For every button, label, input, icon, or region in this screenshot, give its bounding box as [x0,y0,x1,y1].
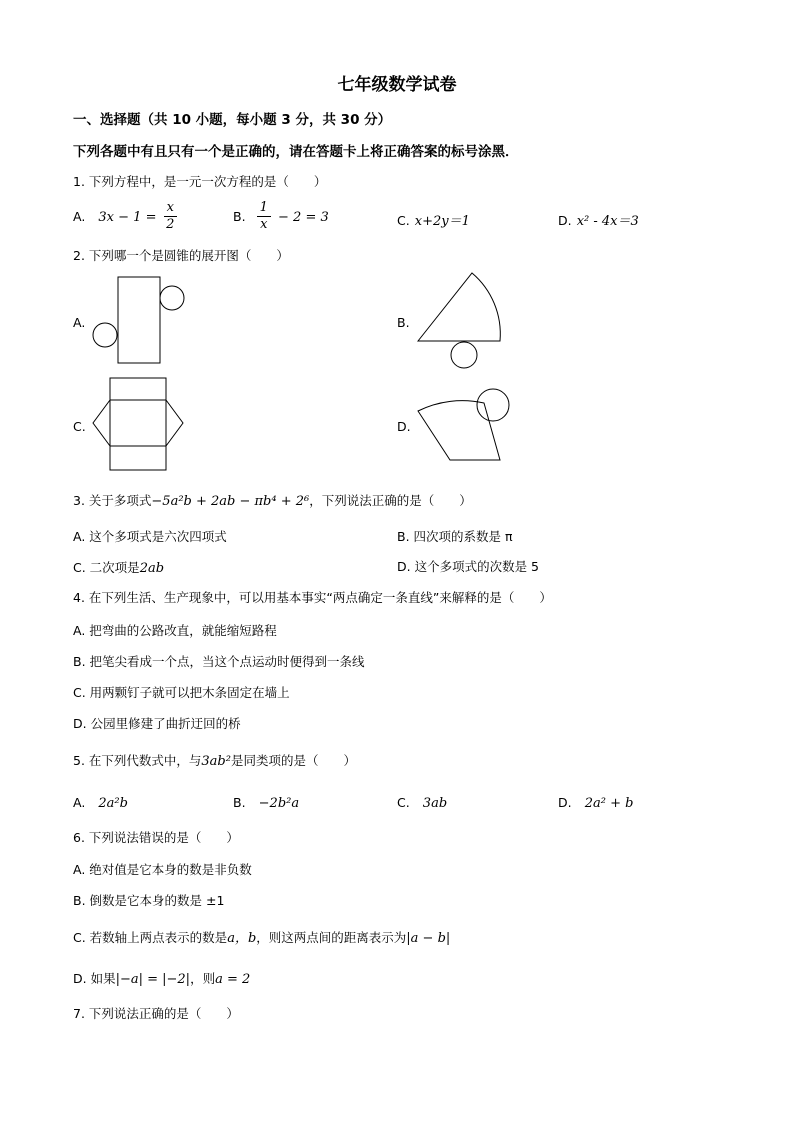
q4-option-b: B. 把笔尖看成一个点，当这个点运动时便得到一条线 [73,654,365,669]
q6-stem: 6. 下列说法错误的是（ ） [73,830,239,845]
q6-option-c: C. 若数轴上两点表示的数是a，b，则这两点间的距离表示为|a − b| [73,930,451,946]
q1-option-a: A. 3x − 1 = $\frac{x}{2}$ [73,200,179,233]
q3-option-a: A. 这个多项式是六次四项式 [73,529,227,544]
q2-option-d-label: D. [397,419,411,434]
q7-stem: 7. 下列说法正确的是（ ） [73,1006,239,1021]
section-instruction: 下列各题中有且只有一个是正确的，请在答题卡上将正确答案的标号涂黑． [73,144,519,160]
q2-figure-c [85,373,195,475]
q5-option-a: A. 2a²b [73,795,128,811]
q5-option-c: C. 3ab [397,795,448,811]
q2-figure-a [85,270,195,370]
q4-option-d: D. 公园里修建了曲折迂回的桥 [73,716,241,731]
q5-stem: 5. 在下列代数式中，与3ab²是同类项的是（ ） [73,753,356,769]
q4-option-c: C. 用两颗钉子就可以把木条固定在墙上 [73,685,290,700]
q6-option-a: A. 绝对值是它本身的数是非负数 [73,862,252,877]
q6-option-d: D. 如果|−a| = |−2|，则a = 2 [73,971,251,987]
q2-option-c-label: C. [73,419,86,434]
q1-stem: 1. 下列方程中，是一元一次方程的是（ ） [73,174,327,189]
q4-stem: 4. 在下列生活、生产现象中，可以用基本事实“两点确定一条直线”来解释的是（ ） [73,590,552,605]
q3-stem: 3. 关于多项式−5a²b + 2ab − πb⁴ + 2⁶，下列说法正确的是（ ） [73,493,472,509]
q2-option-a-label: A. [73,315,86,330]
q3-option-b: B. 四次项的系数是 π [397,529,513,544]
q5-option-d: D. 2a² + b [558,795,634,811]
q5-option-b: B. −2b²a [233,795,300,811]
q2-figure-b [410,265,520,375]
q1-option-b: B. $\frac{1}{x}$ − 2 = 3 [233,200,329,232]
q3-option-c: C. 二次项是2ab [73,560,165,576]
q1-option-d: D. x² - 4x＝3 [558,213,639,229]
q3-option-d: D. 这个多项式的次数是 5 [397,559,539,574]
page-title: 七年级数学试卷 [337,75,457,95]
q6-option-b: B. 倒数是它本身的数是 ±1 [73,893,225,908]
q2-stem: 2. 下列哪一个是圆锥的展开图（ ） [73,248,289,263]
q2-option-b-label: B. [397,315,410,330]
q1-option-c: C. x+2y＝1 [397,213,470,229]
section-heading: 一、选择题（共 10 小题，每小题 3 分，共 30 分） [73,112,392,128]
q4-option-a: A. 把弯曲的公路改直，就能缩短路程 [73,623,277,638]
q2-figure-d [410,383,520,473]
